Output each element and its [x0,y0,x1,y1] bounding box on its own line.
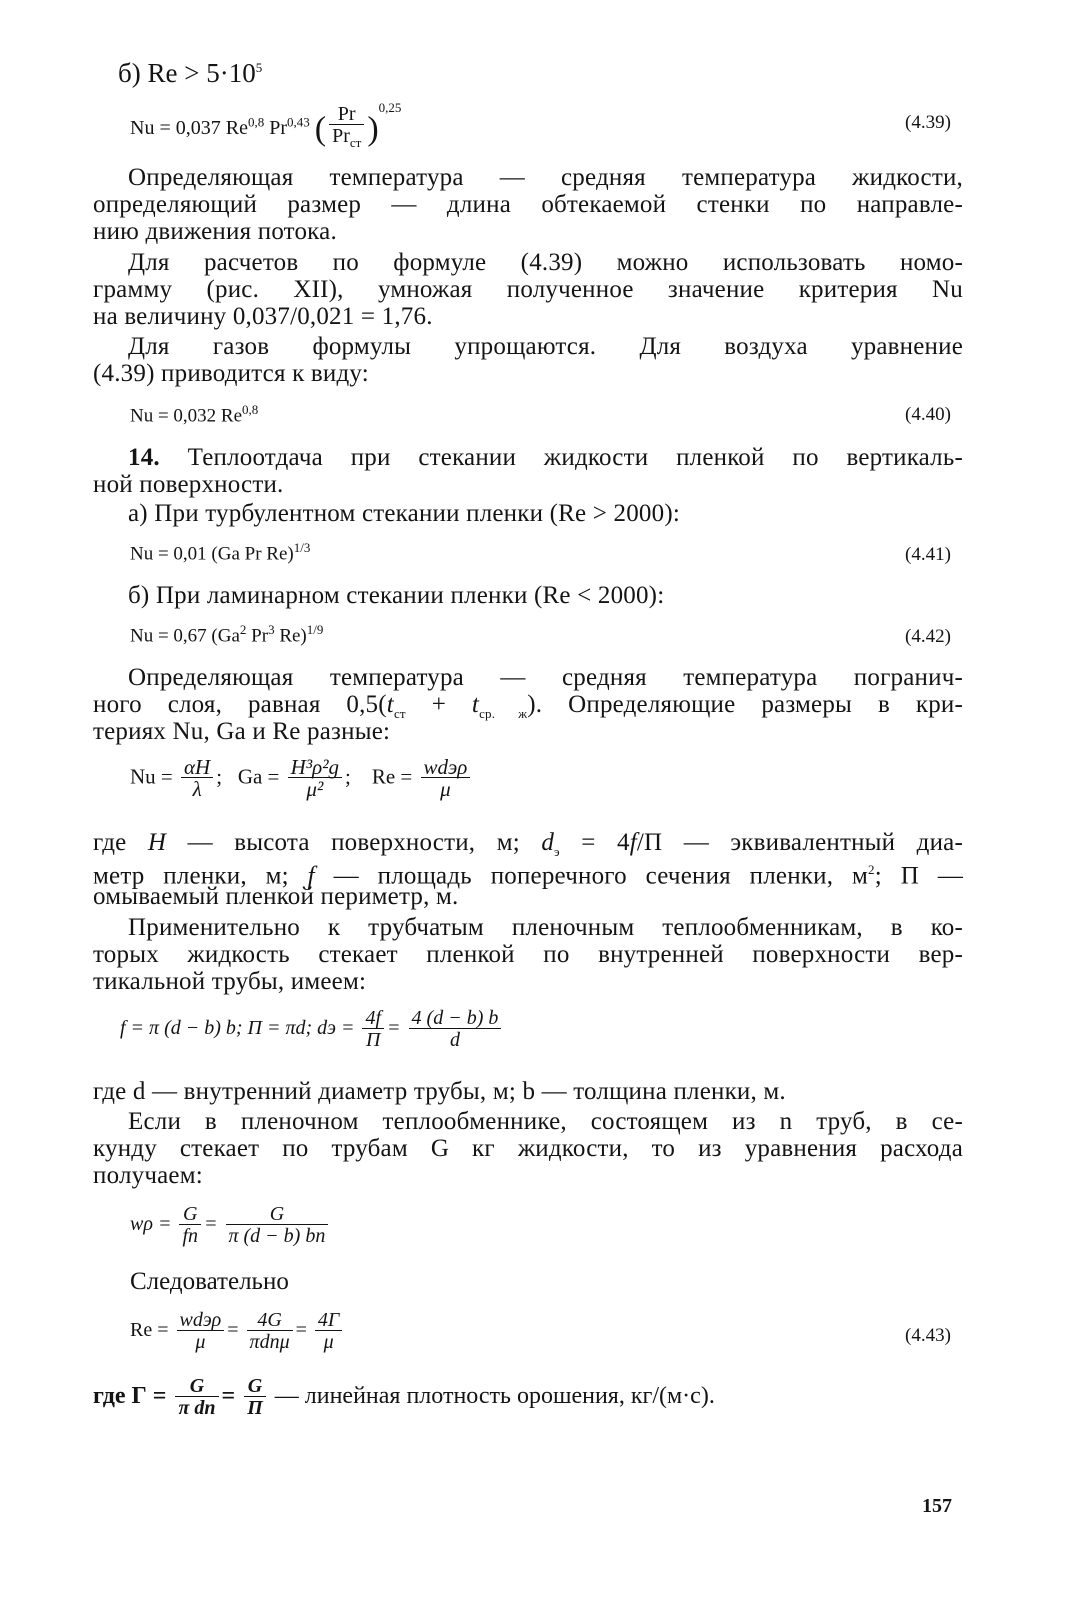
paragraph-nomogram-line3: на величину 0,037/0,021 = 1,76. [93,303,433,330]
paragraph-boundary-layer-line2: ного слоя, равная $0,5(t_{ст} + t_{ср. ж})$. Определяющие размеры в кри- [93,691,963,721]
paragraph-nomogram: Для расчетов по формуле (4.39) можно использовать номо- [128,249,963,276]
case-b-heading: б) $Re > 5\cdot 10^5$ [118,58,263,88]
paragraph-where-H: где H — высота поверхности, м; $d_э = 4f/П$ — эквивалентный диа- [93,829,963,859]
paragraph-gases-line2: (4.39) приводится к виду: [93,360,369,387]
equation-4-43: Re = $\frac{\text{wdэρ}}{\mu}$ = $\frac{4G}{\text{πdnμ}}$ = $\frac{4Г}{\mu}$ [130,1310,345,1353]
equation-number-4-40: (4.40) [905,404,951,425]
paragraph-irrigation-density: где Г = $\frac{G}{\text{π dn}}$ = $\frac{G}{П}$ — линейная плотность орошения, кг/(м·с). [93,1375,715,1419]
page-number: 157 [922,1495,952,1517]
equation-4-39: Nu = 0,037 Re$^{0,8}$ Pr$^{0,43}$ ( $\frac{Pr}{Pr_{ст}}$ )$^{0,25}$ [130,100,402,151]
text-therefore: Следовательно [130,1268,289,1295]
paragraph-definition-1: Определяющая температура — средняя температура жидкости, [128,164,963,191]
paragraph-where-H-line2: метр пленки, м; f — площадь поперечного сечения пленки, $м^2$; П — [93,862,964,890]
equation-mass-velocity: wρ = $\frac{G}{fn}$ = $\frac{G}{\pi (d - b) bn}$ [130,1204,331,1247]
paragraph-where-d: где d — внутренний диаметр трубы, м; b — толщина пленки, м. [93,1078,786,1105]
equation-number-4-42: (4.42) [905,626,951,647]
equation-film-geometry: f = π (d − b) b; П = πd; dэ = $\frac{4f}{П}$ = $\frac{4 (d - b) b}{d}$ [120,1008,504,1051]
criteria-definitions: Nu = $\frac{\alpha H}{\lambda}$ ; Ga = $\frac{\text{H³ρ²g}}{\text{μ²}}$ ; Re = $\frac{\text{wdэρ}}{\mu}$ [130,757,473,800]
case-b-laminar: б) При ламинарном стекании пленки (Re < 2000): [128,582,665,609]
paragraph-tubular: Применительно к трубчатым пленочным теплообменникам, в ко- [128,914,963,941]
equation-4-42: Nu = 0,67 (Ga$^2$ Pr$^3$ Re)$^{1/9}$ [130,622,324,647]
paragraph-boundary-layer-line3: териях Nu, Ga и Re разные: [93,718,391,745]
paragraph-tubular-line3: тикальной трубы, имеем: [93,968,367,995]
equation-4-41: Nu = 0,01 (Ga Pr Re)$^{1/3}$ [130,540,311,565]
paragraph-definition-1-line2: определяющий размер — длина обтекаемой стенки по направле- [93,191,963,218]
paragraph-nomogram-line2: грамму (рис. XII), умножая полученное значение критерия Nu [93,276,963,303]
paragraph-tubular-line2: торых жидкость стекает пленкой по внутренней поверхности вер- [93,941,963,968]
paragraph-definition-1-line3: нию движения потока. [93,218,337,245]
paragraph-flow-rate-line2: кунду стекает по трубам G кг жидкости, то из уравнения расхода [93,1135,963,1162]
paragraph-gases: Для газов формулы упрощаются. Для воздуха уравнение [128,333,963,360]
equation-number-4-39: (4.39) [905,112,951,133]
case-a-turbulent: а) При турбулентном стекании пленки (Re > 2000): [128,500,681,527]
paragraph-boundary-layer: Определяющая температура — средняя температура погранич- [128,664,963,691]
equation-4-40: Nu = 0,032 Re$^{0,8}$ [130,402,259,427]
equation-number-4-43: (4.43) [905,1325,951,1346]
section-14-heading: 14. Теплоотдача при стекании жидкости пленкой по вертикаль- [128,444,963,471]
paragraph-where-H-line3: омываемый пленкой периметр, м. [93,883,459,910]
section-14-heading-line2: ной поверхности. [93,471,284,498]
paragraph-flow-rate: Если в пленочном теплообменнике, состоящем из n труб, в се- [128,1108,963,1135]
equation-number-4-41: (4.41) [905,544,951,565]
paragraph-flow-rate-line3: получаем: [93,1162,203,1189]
